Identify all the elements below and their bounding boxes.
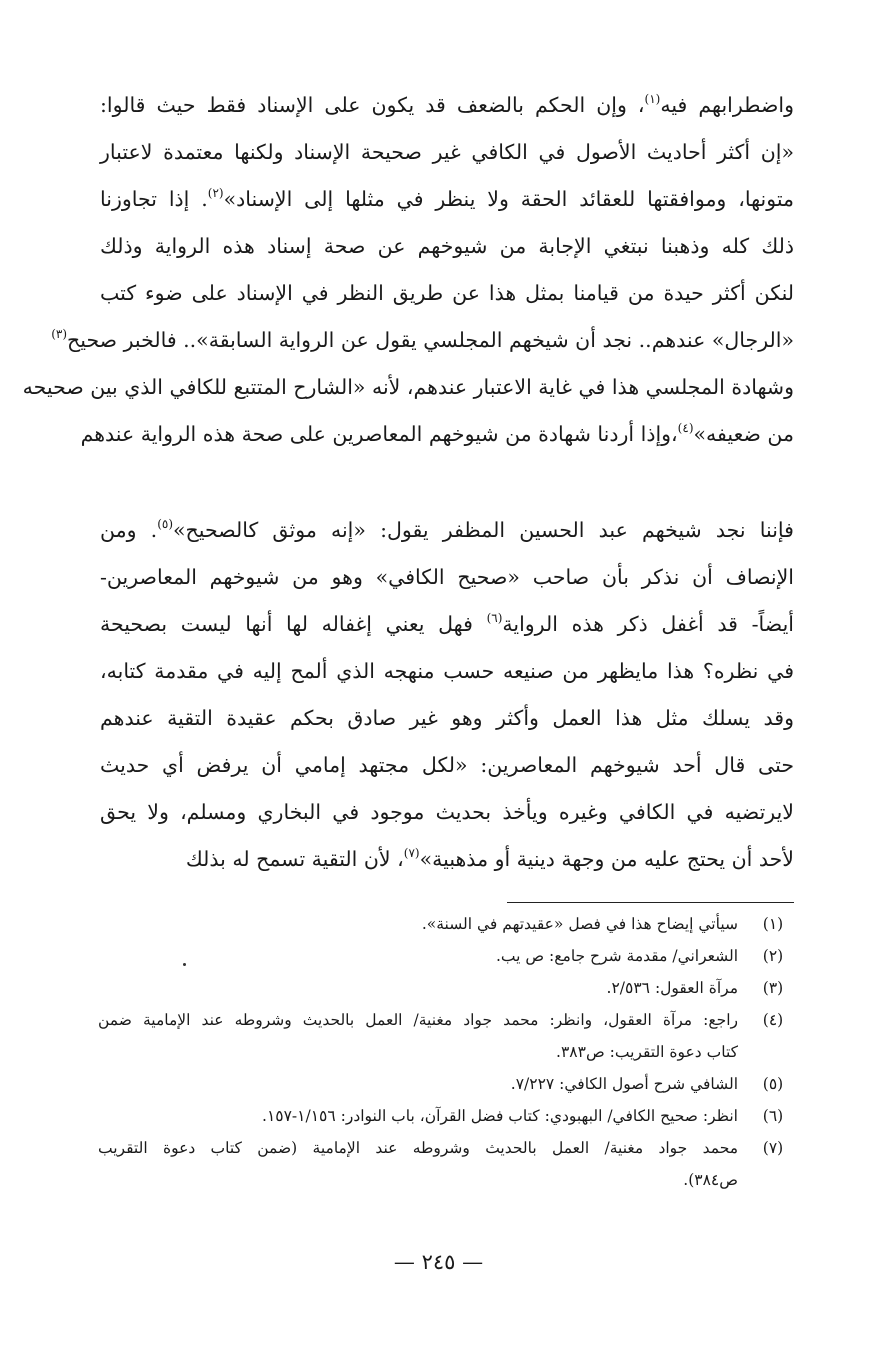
text-line — [100, 695, 794, 742]
footnote-ref: (٦) — [486, 611, 503, 625]
footnote-number: (١) — [762, 915, 784, 933]
footnote-number: (٢) — [762, 947, 784, 965]
footnote-line: سيأتي إيضاح هذا في فصل «عقيدتهم في السنة». — [421, 915, 738, 933]
paragraph-1 — [22, 82, 794, 458]
footnote-text — [98, 940, 738, 972]
line-text: وشهادة المجلسي هذا في غاية الاعتبار عندهم، لأنه «الشارح المتتبع للكافي الذي بين صحيحه — [22, 375, 794, 399]
footnote-line: محمد جواد مغنية/ العمل بالحديث وشروطه عند الإمامية (ضمن كتاب دعوة التقريب — [98, 1139, 738, 1157]
footnote-text — [98, 1132, 738, 1196]
footnote-ref: (٤) — [677, 421, 694, 435]
text-line — [100, 129, 794, 176]
line-text-cont: ، لأن التقية تسمح له بذلك — [185, 847, 404, 871]
line-text: ذلك كله وذهبنا نبتغي الإجابة من شيوخهم عن صحة إسناد هذه الرواية وذلك — [100, 234, 794, 258]
text-line — [100, 554, 794, 601]
line-text: واضطرابهم فيه — [660, 93, 794, 117]
footnote-text — [98, 1004, 738, 1068]
footnote-number: (٣) — [762, 979, 784, 997]
footnote-number: (٧) — [762, 1139, 784, 1157]
text-line — [100, 82, 794, 129]
paragraph-2 — [100, 507, 794, 883]
footnote — [98, 1068, 794, 1100]
footnote — [98, 940, 794, 972]
footnote-ref: (٢) — [207, 186, 224, 200]
footnote — [98, 1100, 794, 1132]
text-line — [100, 836, 794, 883]
line-text: «الرجال» عندهم.. نجد أن شيخهم المجلسي يقول عن الرواية السابقة».. فالخبر صحيح — [67, 328, 794, 352]
footnote-line: راجع: مرآة العقول، وانظر: محمد جواد مغنية/ العمل بالحديث وشروطه عند الإمامية ضمن — [98, 1011, 738, 1029]
text-line — [22, 364, 794, 411]
text-line — [100, 176, 794, 223]
text-line — [100, 507, 794, 554]
line-text: الإنصاف أن نذكر بأن صاحب «صحيح الكافي» وهو من شيوخهم المعاصرين- — [100, 565, 794, 589]
line-text-cont: . ومن — [100, 518, 158, 542]
text-line — [100, 601, 794, 648]
text-line — [100, 223, 794, 270]
footnote-text — [98, 908, 738, 940]
line-text: من ضعيفه» — [693, 422, 794, 446]
line-text-cont: فهل يعني إغفاله لها أنها ليست بصحيحة — [100, 612, 487, 636]
line-text: أيضاً- قد أغفل ذكر هذه الرواية — [502, 612, 794, 636]
line-text: «إن أكثر أحاديث الأصول في الكافي غير صحيحة الإسناد ولكنها معتمدة لاعتبار — [100, 140, 794, 164]
footnote — [98, 1004, 794, 1068]
text-line — [100, 648, 794, 695]
line-text-cont: ، وإن الحكم بالضعف قد يكون على الإسناد فقط حيث قالوا: — [100, 93, 645, 117]
footnote-line: مرآة العقول: ٢/٥٣٦. — [606, 979, 738, 997]
line-text: في نظره؟ هذا مايظهر من صنيعه حسب منهجه الذي ألمح إليه في مقدمة كتابه، — [100, 659, 794, 683]
page-number: — ٢٤٥ — — [393, 1250, 484, 1274]
footnote-ref: (٣) — [51, 327, 68, 341]
footnote — [98, 972, 794, 1004]
footnote-text — [98, 1100, 738, 1132]
footnote-number: (٦) — [762, 1107, 784, 1125]
footnote-line: كتاب دعوة التقريب: ص٣٨٣. — [556, 1043, 738, 1061]
line-text: لايرتضيه في الكافي وغيره ويأخذ بحديث موجود في البخاري ومسلم، ولا يحق — [100, 800, 794, 824]
line-text: لأحد أن يحتج عليه من وجهة دينية أو مذهبية» — [419, 847, 794, 871]
footnote-line: ص٣٨٤). — [683, 1171, 738, 1189]
line-text: حتى قال أحد شيوخهم المعاصرين: «لكل مجتهد إمامي أن يرفض أي حديث — [100, 753, 794, 777]
footnote-ref: (١) — [644, 92, 661, 106]
line-text-cont: . إذا تجاوزنا — [100, 187, 208, 211]
footnotes — [98, 908, 794, 1196]
footnote-text — [98, 972, 738, 1004]
text-line — [80, 411, 794, 458]
line-text: لنكن أكثر حيدة من قيامنا بمثل هذا عن طريق النظر في الإسناد على ضوء كتب — [100, 281, 794, 305]
footnote — [98, 1132, 794, 1196]
line-text: فإننا نجد شيخهم عبد الحسين المظفر يقول: «إنه موثق كالصحيح» — [173, 518, 794, 542]
footnote-line: الشعراني/ مقدمة شرح جامع: ص يب. — [496, 947, 738, 965]
text-line — [100, 789, 794, 836]
text-line — [51, 317, 794, 364]
line-text: متونها، وموافقتها للعقائد الحقة ولا ينظر في مثلها إلى الإسناد» — [223, 187, 794, 211]
speck-mark — [183, 963, 186, 966]
line-text: وقد يسلك مثل هذا العمل وأكثر وهو غير صادق بحكم عقيدة التقية عندهم — [100, 706, 794, 730]
footnote — [98, 908, 794, 940]
footnote-ref: (٧) — [403, 846, 420, 860]
footnote-text — [98, 1068, 738, 1100]
footnote-number: (٥) — [762, 1075, 784, 1093]
footnote-separator — [507, 902, 794, 903]
footnote-line: انظر: صحيح الكافي/ البهبودي: كتاب فضل القرآن، باب النوادر: ١/١٥٦-١٥٧. — [262, 1107, 738, 1125]
text-line — [100, 270, 794, 317]
footnote-ref: (٥) — [157, 517, 174, 531]
text-line — [100, 742, 794, 789]
line-text-cont: ،وإذا أردنا شهادة من شيوخهم المعاصرين على صحة هذه الرواية عندهم — [80, 422, 678, 446]
footnote-number: (٤) — [762, 1011, 784, 1029]
footnote-line: الشافي شرح أصول الكافي: ٧/٢٢٧. — [510, 1075, 738, 1093]
